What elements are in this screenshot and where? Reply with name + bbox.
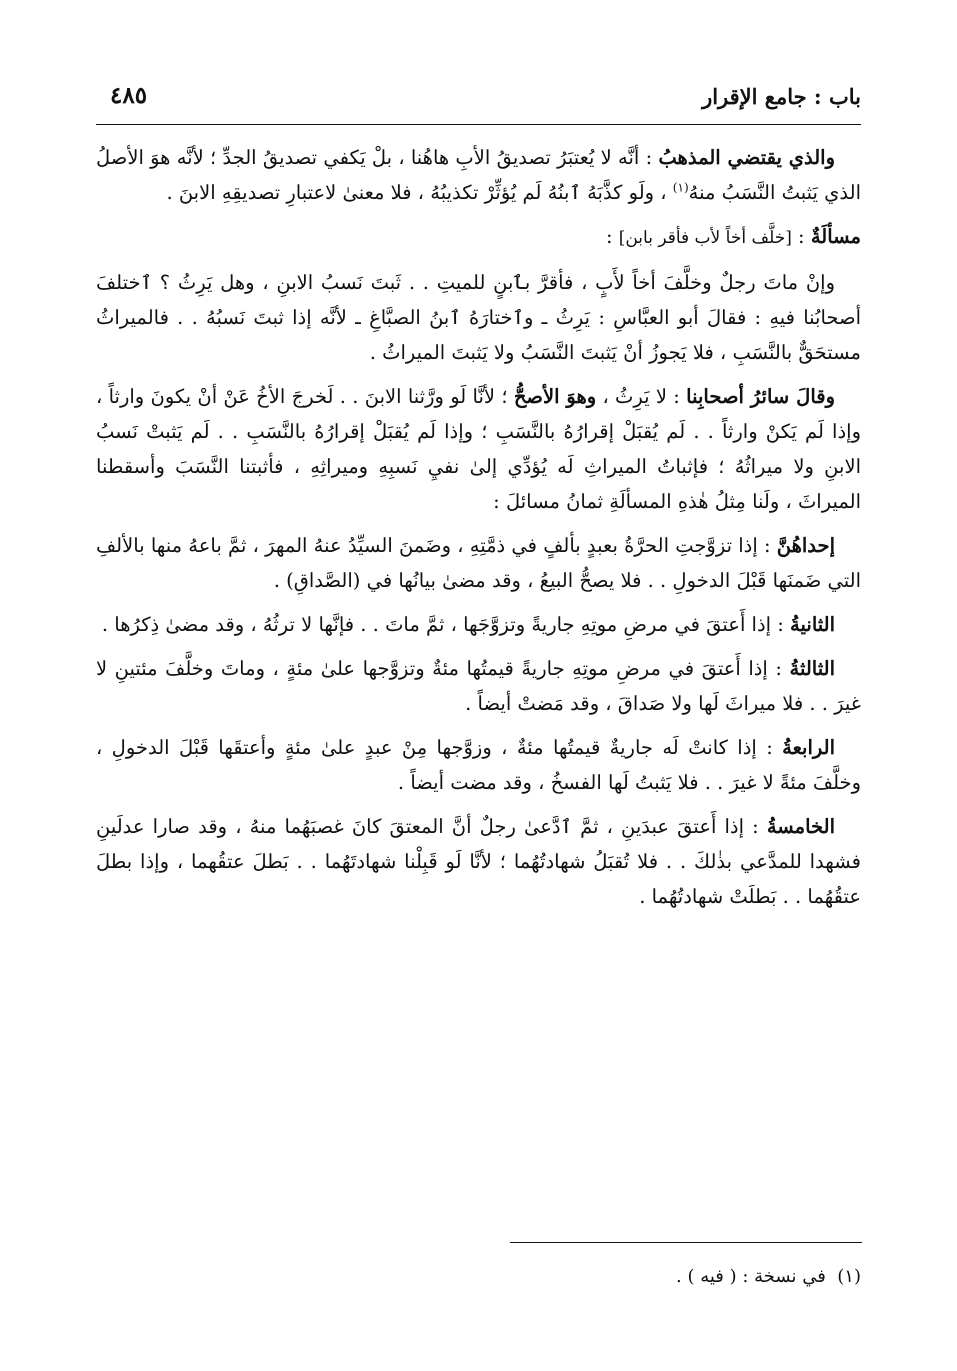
issue-label: مسألَةٌ bbox=[810, 225, 861, 248]
case-5 bbox=[96, 809, 861, 914]
case-3 bbox=[96, 651, 861, 721]
footnote-rule bbox=[510, 1242, 862, 1243]
case-text: : إذا أَعتقَ في مرضِ موتِهِ جاريةً قيمتُها مئةٌ وتزوَّجها علىٰ مئةٍ ، وماتَ وخلَّفَ مئتينِ لا غيرَ . . فلا ميراثَ لَها ولا صَداقَ ، وقد مَضتْ أيضاً . bbox=[96, 657, 861, 715]
footnote-ref: (١) bbox=[672, 180, 689, 195]
issue-sep: : bbox=[791, 225, 811, 248]
case-lead: الرابعةُ bbox=[782, 736, 835, 759]
case-text: : إذا كانتْ لَه جاريةٌ قيمتُها مئةٌ ، وزوَّجها مِنْ عبدٍ علىٰ مئةٍ وأعتقَها قَبْلَ الدخولِ ، وخلَّفَ مئةً لا غيرَ . . فلا يَثبتُ لَها الفسخُ ، وقد مضت أيضاً . bbox=[96, 736, 861, 794]
running-header bbox=[96, 82, 861, 116]
paragraph-lead: وقالَ سائرُ أصحابِنا bbox=[686, 385, 835, 408]
paragraph-text-tail: ؛ لأنَّا لَو ورَّثنا الابنَ . . لَخرجَ الأخُ عَنْ أنْ يكونَ وارثاً ، وإذا لَم يَكنْ وارثاً . . لَم يُقبَلْ إقرارُهُ بالنَّسَبِ ؛ وإذا لَم يُقبَلْ إقرارُهُ بالنَّسَبِ . . لَم يَثبتْ نَسبُ الابنِ ولا ميراثُهُ ؛ فإثباتُ الميراثِ لَه يُؤدِّي إلىٰ نفيِ نَسبِهِ وميراثِهِ ، فأثبتنا النَّسَبَ وأسقطنا الميراثَ ، ولَنا مِثلُ هٰذهِ المسألَةِ ثمانُ مسائلَ : bbox=[96, 385, 861, 513]
page-number: ٤٨٥ bbox=[110, 82, 148, 109]
paragraph-3 bbox=[96, 265, 861, 370]
paragraph-text: وإنْ ماتَ رجلٌ وخلَّفَ أخاً لأَبٍ ، فأقرَّ بٱبنٍ للميتِ . . ثَبتَ نَسبُ الابنِ ، وهل يَرِثُ ؟ ٱختلفَ أصحابُنا فيهِ : فقالَ أبو العبَّاسِ : يَرِثُ ـ وٱختارَهُ ٱبنُ الصبَّاغِ ـ لأنَّه إذا ثبتَ نَسبُهُ . . فالميراثُ مستحَقٌّ بالنَّسَبِ ، فلا يَجوزُ أنْ يَثبتَ النَّسَبُ ولا يَثبتَ الميراثُ . bbox=[96, 271, 861, 364]
case-lead: الخامسةُ bbox=[766, 815, 835, 838]
case-1 bbox=[96, 528, 861, 598]
issue-heading bbox=[96, 219, 861, 256]
case-lead: الثانيةُ bbox=[790, 613, 835, 636]
footnote bbox=[676, 1262, 861, 1292]
footnote-text: في نسخة : ( فيه ) . bbox=[676, 1266, 826, 1287]
chapter-title: باب : جامع الإقرار bbox=[702, 84, 861, 109]
paragraph-1 bbox=[96, 140, 861, 210]
paragraph-text: : أنَّه لا يُعتبَرُ تصديقُ الأبِ هاهُنا ، بلْ يَكفي تصديقُ الجدِّ ؛ لأنَّه هوَ الأصلُ الذي يَثبتُ النَّسَبُ منهُ bbox=[96, 146, 861, 204]
case-lead: إحداهُنَّ bbox=[776, 534, 835, 557]
case-text: : إذا أَعتقَ عبدَينِ ، ثمَّ ٱدَّعىٰ رجلٌ أنَّ المعتقَ كانَ غصبَهُما منهُ ، وقد صارا عدلَينِ فشهدا للمدَّعي بذٰلكَ . . فلا تُقبَلُ شهادتُهُما ؛ لأنَّا لَو قَبِلْنا شهادتَهُما . . بَطلَ عتقُهما ، وإذا بطلَ عتقُهُما . . بَطلَتْ شهادتُهُما . bbox=[96, 815, 861, 908]
issue-colon: : bbox=[605, 225, 619, 248]
paragraph-4 bbox=[96, 379, 861, 519]
case-text: : إذا تزوَّجتِ الحرَّةُ بعبدٍ بألفٍ في ذمَّتِهِ ، وضَمنَ السيِّدُ عنهُ المهرَ ، ثمَّ باعهُ منها بالألفِ التي ضَمنَها قَبْلَ الدخولِ . . فلا يصحُّ البيعُ ، وقد مضىٰ بيانُها في (الصَّداقِ) . bbox=[96, 534, 861, 592]
main-text bbox=[96, 140, 861, 923]
header-rule bbox=[96, 124, 861, 125]
paragraph-text-tail: ، ولَو كذَّبَهُ ٱبنُهُ لَم يُؤثِّرْ تكذيبُهُ ، فلا معنىٰ لاعتبارِ تصديقِهِ الابنَ . bbox=[166, 181, 673, 204]
case-text: : إذا أَعتقَ في مرضِ موتِهِ جاريةً وتزوَّجَها ، ثمَّ ماتَ . . فإنَّها لا ترثُهُ ، وقد مضىٰ ذِكرُها . bbox=[101, 613, 791, 636]
footnote-number: (١) bbox=[837, 1266, 861, 1287]
case-4 bbox=[96, 730, 861, 800]
case-lead: الثالثةُ bbox=[789, 657, 835, 680]
paragraph-lead: والذي يقتضي المذهبُ bbox=[658, 146, 835, 169]
paragraph-lead-2: وهوَ الأصحُّ bbox=[513, 385, 597, 408]
issue-title: [خلَّف أخاً لأب فأقر بابن] bbox=[618, 228, 792, 248]
case-2 bbox=[96, 607, 861, 642]
paragraph-text: : لا يَرِثُ ، bbox=[596, 385, 687, 408]
